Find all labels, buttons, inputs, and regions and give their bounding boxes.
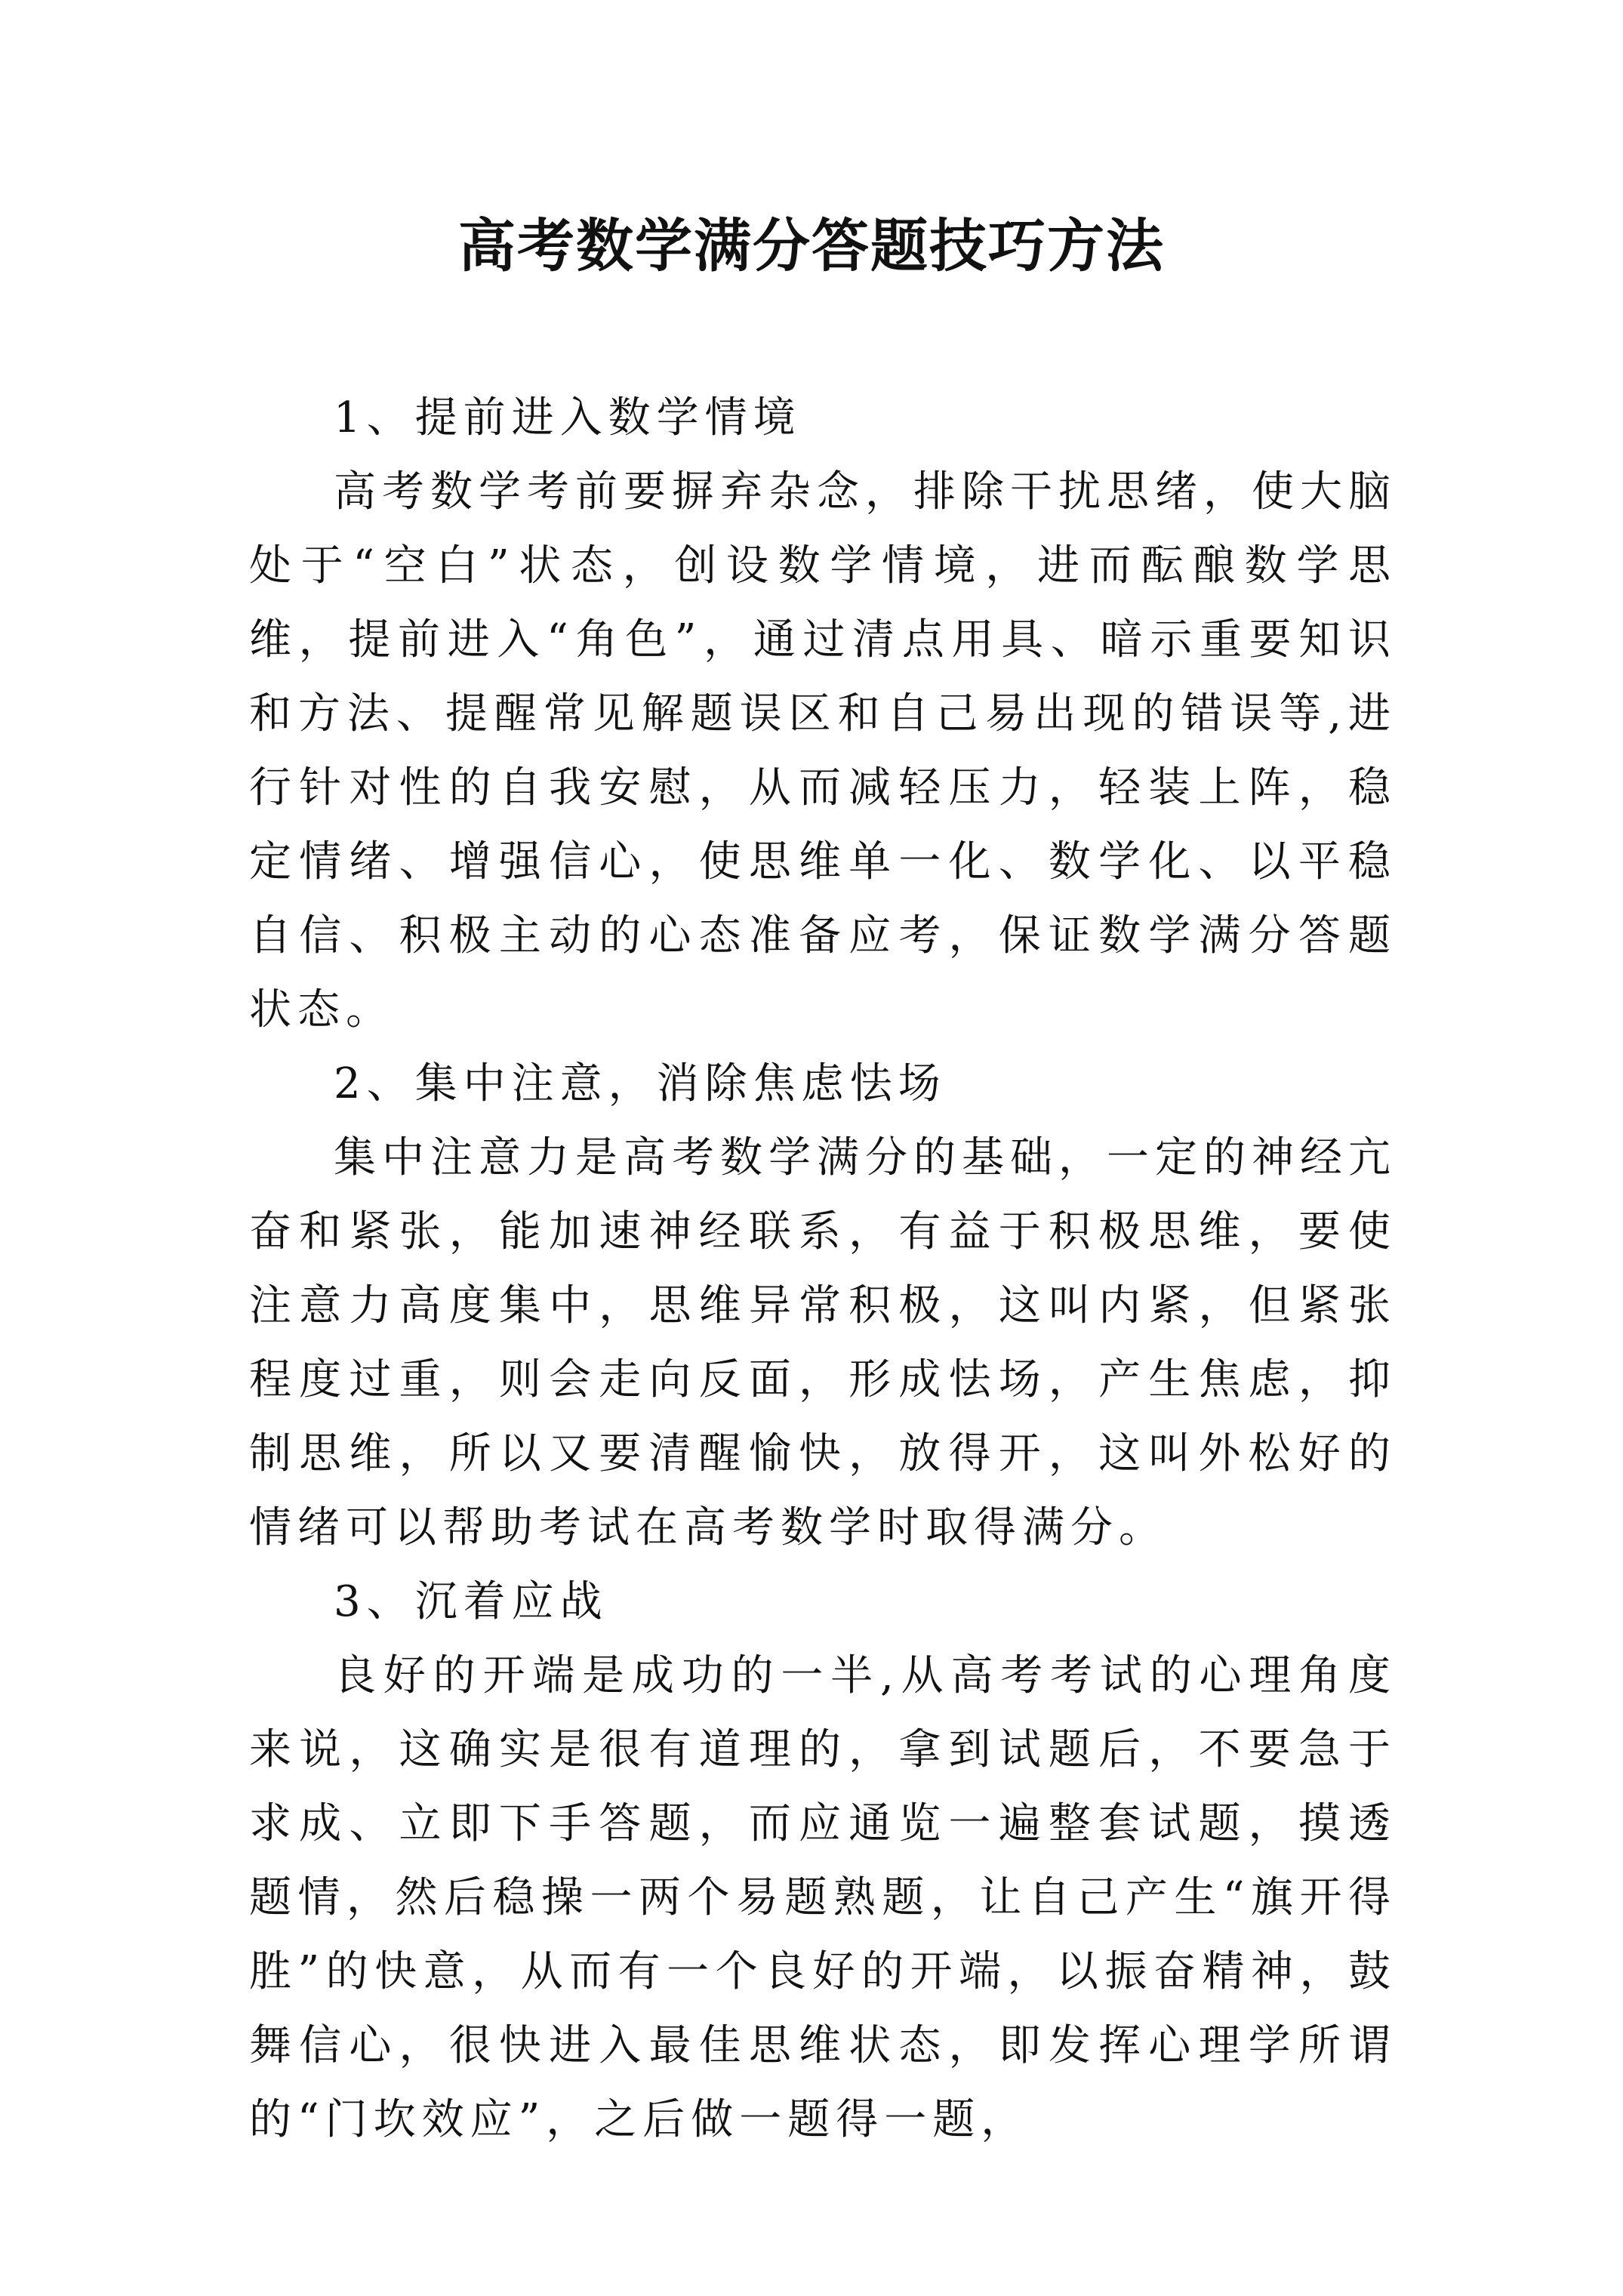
section-heading-3: 3、沉着应战 bbox=[334, 1577, 608, 1626]
section-heading-1: 1、提前进入数学情境 bbox=[334, 393, 802, 442]
document-title: 高考数学满分答题技巧方法 bbox=[458, 212, 1165, 279]
paragraph-2: 集中注意力是高考数学满分的基础，一定的神经亢奋和紧张，能加速神经联系，有益于积极思维，要使注意力高度集中，思维异常积极，这叫内紧，但紧张程度过重，则会走向反面，形成怯场，产生焦虑，抑制思维，所以又要清醒愉快，放得开，这叫外松好的情绪可以帮助考试在高考数学时取得满分。 bbox=[249, 1133, 1397, 1552]
section-heading-2: 2、集中注意，消除焦虑怯场 bbox=[334, 1059, 947, 1108]
paragraph-3: 良好的开端是成功的一半,从高考考试的心理角度来说，这确实是很有道理的，拿到试题后，不要急于求成、立即下手答题，而应通览一遍整套试题，摸透题情，然后稳操一两个易题熟题，让自己产生“旗开得胜”的快意，从而有一个良好的开端，以振奋精神，鼓舞信心，很快进入最佳思维状态，即发挥心理学所谓的“门坎效应”，之后做一题得一题， bbox=[249, 1651, 1397, 2144]
paragraph-1: 高考数学考前要摒弃杂念，排除干扰思绪，使大脑处于“空白”状态，创设数学情境，进而酝酿数学思维，提前进入“角色”，通过清点用具、暗示重要知识和方法、提醒常见解题误区和自己易出现的错误等,进行针对性的自我安慰，从而减轻压力，轻装上阵，稳定情绪、增强信心，使思维单一化、数学化、以平稳自信、积极主动的心态准备应考，保证数学满分答题状态。 bbox=[249, 467, 1397, 1034]
document-body bbox=[249, 381, 1397, 2157]
